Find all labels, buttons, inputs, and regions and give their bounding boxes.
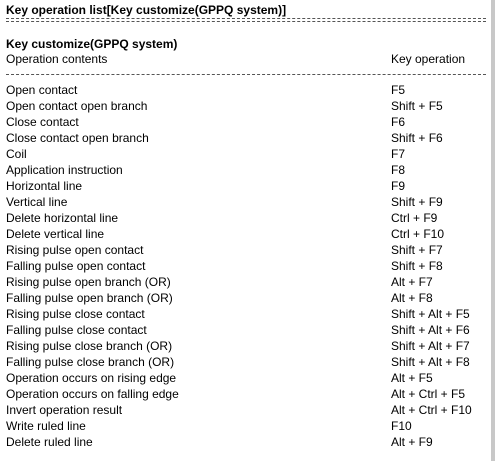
operation-cell: Coil [6,147,27,161]
key-operation-table [0,82,490,450]
key-cell: Shift + F8 [391,259,443,273]
operation-cell: Operation occurs on falling edge [6,387,179,401]
key-cell: Alt + Ctrl + F5 [391,387,466,401]
table-row [0,338,490,354]
table-row [0,418,490,434]
operation-cell: Falling pulse open contact [6,259,146,273]
table-row [0,178,490,194]
table-row [0,242,490,258]
title-double-rule [6,15,486,24]
operation-cell: Rising pulse open contact [6,243,144,257]
operation-cell: Close contact open branch [6,131,149,145]
table-row [0,354,490,370]
key-cell: Alt + F7 [391,275,433,289]
table-row [0,258,490,274]
column-header-operation: Operation contents [6,52,108,66]
operation-cell: Open contact open branch [6,99,148,113]
operation-cell: Close contact [6,115,79,129]
key-cell: Shift + Alt + F8 [391,355,470,369]
operation-cell: Falling pulse close contact [6,323,147,337]
table-row [0,274,490,290]
scrollbar-edge[interactable] [491,0,495,461]
table-row [0,114,490,130]
header-divider [6,74,486,75]
table-row [0,322,490,338]
operation-cell: Falling pulse close branch (OR) [6,355,175,369]
key-cell: Shift + Alt + F7 [391,339,470,353]
key-cell: Shift + Alt + F5 [391,307,470,321]
key-cell: F5 [391,83,406,97]
operation-cell: Rising pulse close contact [6,307,145,321]
column-header-key: Key operation [391,52,466,66]
table-row [0,402,490,418]
table-row [0,194,490,210]
section-heading: Key customize(GPPQ system) [6,37,178,51]
key-cell: Alt + F8 [391,291,433,305]
key-cell: F7 [391,147,406,161]
table-row [0,370,490,386]
key-cell: Shift + Alt + F6 [391,323,470,337]
operation-cell: Falling pulse open branch (OR) [6,291,173,305]
window-title: Key operation list[Key customize(GPPQ system)] [6,3,287,17]
operation-cell: Rising pulse open branch (OR) [6,275,171,289]
key-cell: F8 [391,163,406,177]
table-row [0,386,490,402]
operation-cell: Horizontal line [6,179,83,193]
operation-cell: Open contact [6,83,78,97]
table-row [0,210,490,226]
table-row [0,226,490,242]
key-cell: Shift + F7 [391,243,443,257]
operation-cell: Application instruction [6,163,123,177]
table-row [0,306,490,322]
table-row [0,98,490,114]
operation-cell: Delete horizontal line [6,211,119,225]
key-cell: Ctrl + F9 [391,211,438,225]
key-cell: Shift + F6 [391,131,443,145]
table-row [0,82,490,98]
key-cell: F10 [391,419,412,433]
operation-cell: Operation occurs on rising edge [6,371,177,385]
key-cell: F9 [391,179,406,193]
operation-cell: Delete ruled line [6,435,93,449]
operation-cell: Write ruled line [6,419,86,433]
operation-cell: Rising pulse close branch (OR) [6,339,173,353]
table-row [0,146,490,162]
key-cell: Alt + F9 [391,435,433,449]
table-row [0,290,490,306]
key-cell: Alt + Ctrl + F10 [391,403,472,417]
operation-cell: Invert operation result [6,403,123,417]
key-cell: Ctrl + F10 [391,227,445,241]
key-cell: Shift + F5 [391,99,443,113]
key-cell: F6 [391,115,406,129]
table-row [0,130,490,146]
operation-cell: Vertical line [6,195,68,209]
key-cell: Shift + F9 [391,195,443,209]
table-row [0,162,490,178]
operation-cell: Delete vertical line [6,227,105,241]
table-row [0,434,490,450]
key-cell: Alt + F5 [391,371,433,385]
